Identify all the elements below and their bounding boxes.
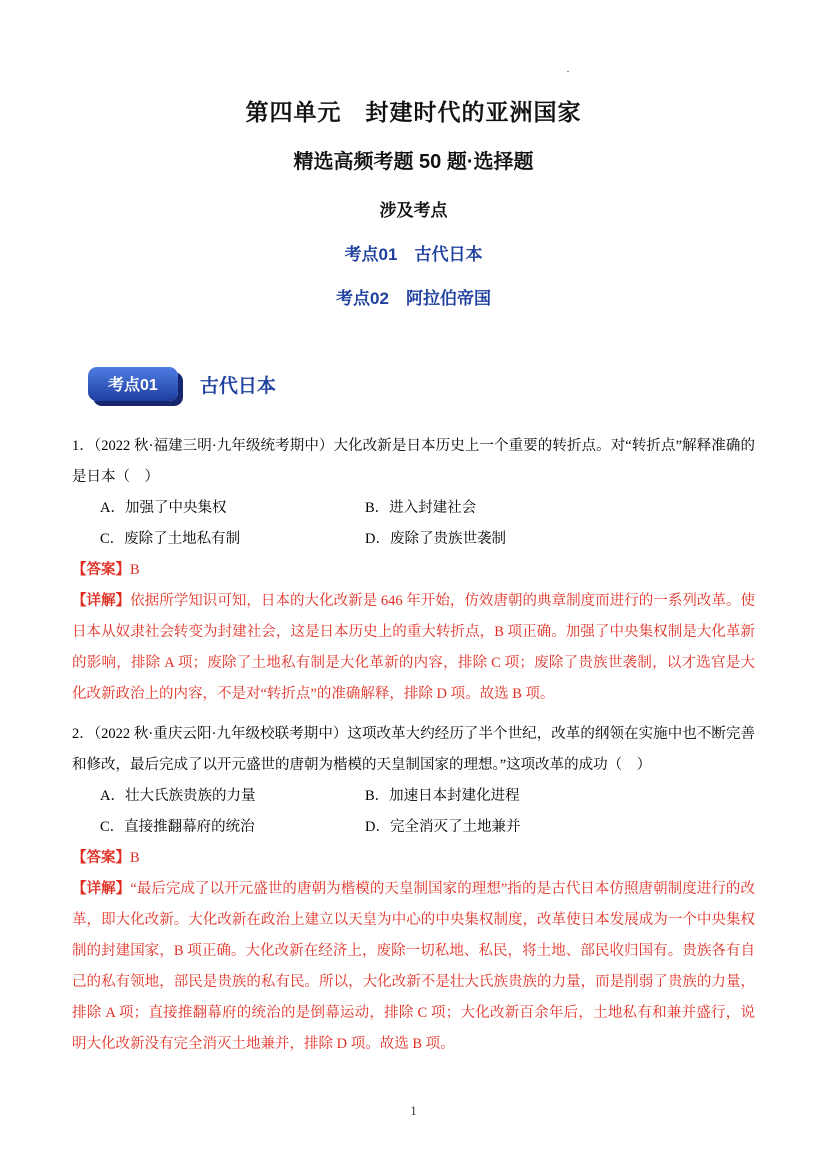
document-subtitle: 精选高频考题 50 题·选择题 [293, 151, 534, 173]
question-1-stem: 1．（2022 秋·福建三明·九年级统考期中）大化改新是日本历史上一个重要的转折点。对“转折点”解释准确的是日本（ ） [72, 438, 755, 485]
question-2-option-d: D．完全消灭了土地兼并 [365, 819, 521, 835]
section-header [88, 367, 755, 401]
topics-heading: 涉及考点 [379, 201, 448, 220]
question-2-explanation-label: 【详解】 [72, 881, 131, 897]
question-1-answer-line [72, 555, 755, 586]
question-2-option-c: C．直接推翻幕府的统治 [100, 819, 255, 835]
question-2-options [72, 781, 755, 843]
question-2 [72, 719, 755, 1060]
question-1-explanation-label: 【详解】 [72, 593, 131, 609]
question-1-options [72, 493, 755, 555]
question-1 [72, 431, 755, 710]
question-2-option-b: B．加速日本封建化进程 [365, 788, 520, 804]
question-1-explanation [72, 586, 755, 710]
question-1-option-d: D．废除了贵族世袭制 [365, 531, 506, 547]
question-2-answer-value: B [130, 850, 140, 866]
document-title: 第四单元 封建时代的亚洲国家 [245, 99, 582, 125]
section-title: 古代日本 [199, 375, 276, 397]
question-2-explanation-text: “最后完成了以开元盛世的唐朝为楷模的天皇制国家的理想”指的是古代日本仿照唐朝制度进行的改革，即大化改新。大化改新在政治上建立以天皇为中心的中央集权制度，改革使日本发展成为一个中央集权制的封建国家，B 项正确。大化改新在经济上，废除一切私地、私民，将土地、部民收归国有。贵族各有自己的私有领地，部民是贵族的私有民。所以，大化改新不是壮大氏族贵族的力量，而是削弱了贵族的力量，排除 A 项；直接推翻幕府的统治的是倒幕运动，排除 C 项；大化改新百余年后，土地私有和兼并盛行，说明大化改新没有完全消灭土地兼并，排除 D 项。故选 B 项。 [72, 881, 755, 1052]
page-number: 1 [410, 1104, 417, 1118]
question-1-answer-label: 【答案】 [72, 562, 130, 578]
question-1-explanation-text: 依据所学知识可知，日本的大化改新是 646 年开始，仿效唐朝的典章制度而进行的一系列改革。使日本从奴隶社会转变为封建社会，这是日本历史上的重大转折点，B 项正确。加强了中央集权制是大化革新的影响，排除 A 项；废除了土地私有制是大化革新的内容，排除 C 项；废除了贵族世袭制，以才选官是大化改新政治上的内容，不是对“转折点”的准确解释，排除 D 项。故选 B 项。 [72, 593, 756, 702]
question-2-option-a: A．壮大氏族贵族的力量 [100, 788, 256, 804]
question-1-option-b: B．进入封建社会 [365, 500, 477, 516]
question-1-option-a: A．加强了中央集权 [100, 500, 227, 516]
question-2-explanation [72, 874, 755, 1060]
topic-link-kaodian-01[interactable]: 考点01 古代日本 [344, 245, 483, 264]
question-2-stem: 2．（2022 秋·重庆云阳·九年级校联考期中）这项改革大约经历了半个世纪，改革的纲领在实施中也不断完善和修改，最后完成了以开元盛世的唐朝为楷模的天皇制国家的理想。”这项改革的成功（ ） [72, 726, 755, 773]
topic-link-kaodian-02[interactable]: 考点02 阿拉伯帝国 [336, 289, 491, 308]
corner-mark: · [566, 64, 570, 78]
question-2-answer-label: 【答案】 [72, 850, 130, 866]
question-2-answer-line [72, 843, 755, 874]
topic-badge: 考点01 [88, 367, 178, 401]
question-1-option-c: C．废除了土地私有制 [100, 531, 241, 547]
question-1-answer-value: B [130, 562, 140, 578]
